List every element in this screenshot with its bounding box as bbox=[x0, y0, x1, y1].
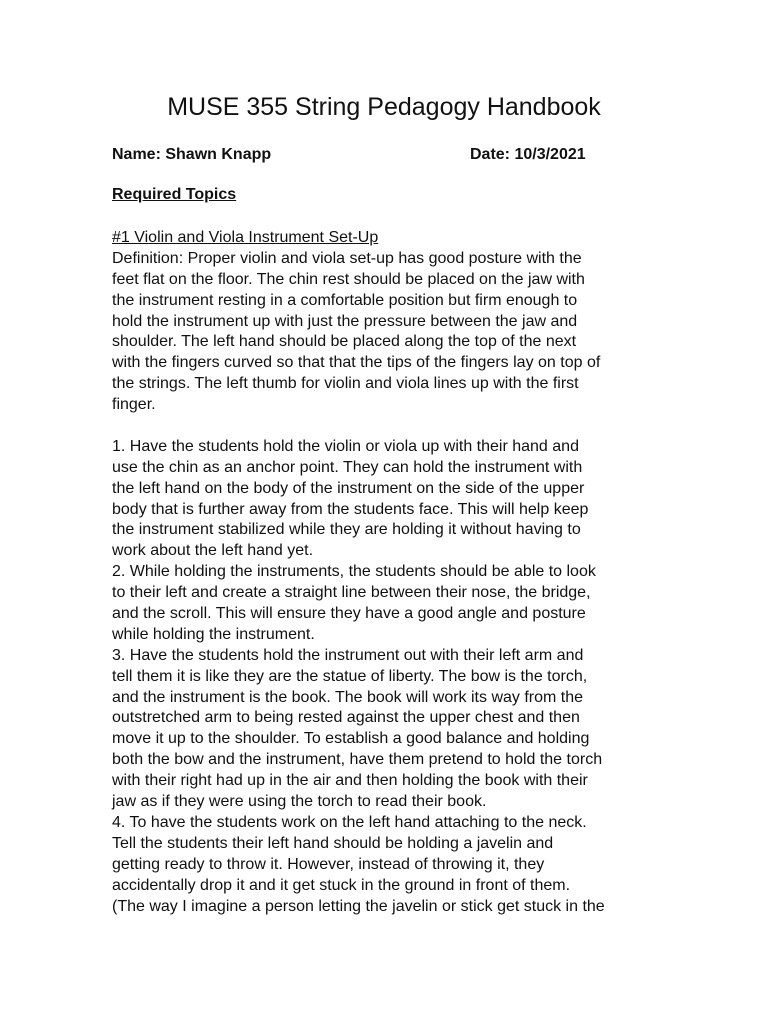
step-line: Tell the students their left hand should be holding a javelin and bbox=[112, 834, 554, 852]
step-line: to their left and create a straight line between their nose, the bridge, bbox=[112, 584, 591, 602]
section-heading: #1 Violin and Viola Instrument Set-Up bbox=[112, 229, 379, 246]
document-body bbox=[112, 228, 672, 917]
definition-line: hold the instrument up with just the pressure between the jaw and bbox=[112, 312, 578, 330]
step-line: 1. Have the students hold the violin or viola up with their hand and bbox=[112, 437, 579, 455]
step-line: outstretched arm to being rested against the upper chest and then bbox=[112, 709, 580, 727]
definition-line: shoulder. The left hand should be placed along the top of the next bbox=[112, 333, 577, 351]
step-line: jaw as if they were using the torch to read their book. bbox=[112, 793, 487, 811]
step-line: (The way I imagine a person letting the javelin or stick get stuck in the bbox=[112, 897, 605, 915]
step-line: 2. While holding the instruments, the students should be able to look bbox=[112, 563, 596, 581]
step-line: with their right had up in the air and then holding the book with their bbox=[112, 772, 588, 790]
name-line: Name: Shawn Knapp bbox=[112, 146, 272, 163]
definition-paragraph bbox=[112, 249, 672, 416]
step-line: getting ready to throw it. However, instead of throwing it, they bbox=[112, 855, 545, 873]
paragraph-spacer bbox=[112, 416, 672, 437]
step-line: tell them it is like they are the statue of liberty. The bow is the torch, bbox=[112, 667, 588, 685]
step-line: accidentally drop it and it get stuck in the ground in front of them. bbox=[112, 876, 571, 894]
date-line: Date: 10/3/2021 bbox=[470, 146, 586, 163]
step-line: the left hand on the body of the instrument on the side of the upper bbox=[112, 479, 585, 497]
step-line: body that is further away from the students face. This will help keep bbox=[112, 500, 589, 518]
step-line: and the scroll. This will ensure they have a good angle and posture bbox=[112, 605, 586, 623]
steps-paragraph bbox=[112, 437, 672, 917]
step-line: use the chin as an anchor point. They can hold the instrument with bbox=[112, 458, 583, 476]
required-topics-heading: Required Topics bbox=[112, 186, 237, 203]
definition-line: the strings. The left thumb for violin and viola lines up with the first bbox=[112, 375, 579, 393]
step-line: while holding the instrument. bbox=[112, 625, 315, 643]
definition-line: with the fingers curved so that that the tips of the fingers lay on top of bbox=[112, 354, 601, 372]
step-line: move it up to the shoulder. To establish a good balance and holding bbox=[112, 730, 590, 748]
step-line: work about the left hand yet. bbox=[112, 542, 314, 560]
step-line: both the bow and the instrument, have them pretend to hold the torch bbox=[112, 751, 603, 769]
definition-line: finger. bbox=[112, 396, 156, 414]
definition-line: Definition: Proper violin and viola set-up has good posture with the bbox=[112, 249, 582, 267]
document-title: MUSE 355 String Pedagogy Handbook bbox=[167, 93, 601, 121]
step-line: 3. Have the students hold the instrument out with their left arm and bbox=[112, 646, 584, 664]
step-line: and the instrument is the book. The book will work its way from the bbox=[112, 688, 584, 706]
definition-line: the instrument resting in a comfortable position but firm enough to bbox=[112, 291, 578, 309]
step-line: 4. To have the students work on the left hand attaching to the neck. bbox=[112, 813, 587, 831]
definition-line: feet flat on the floor. The chin rest should be placed on the jaw with bbox=[112, 270, 585, 288]
step-line: the instrument stabilized while they are holding it without having to bbox=[112, 521, 581, 539]
